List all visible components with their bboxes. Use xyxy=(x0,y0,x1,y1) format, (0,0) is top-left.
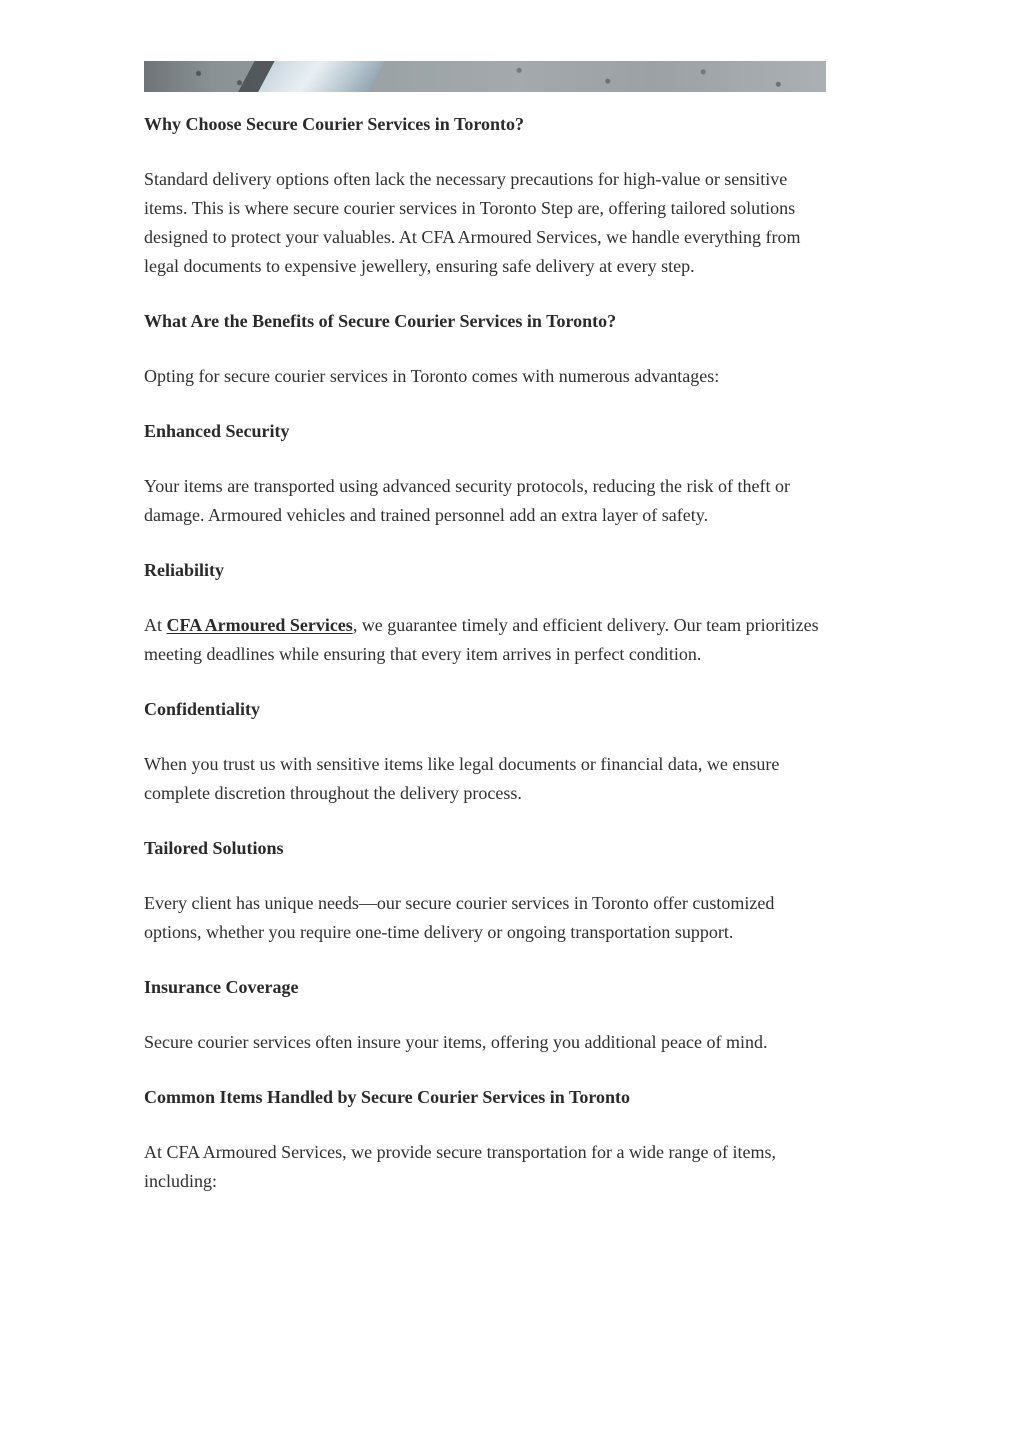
header-banner-image xyxy=(144,61,826,92)
reliability-text-after-link: , we guarantee timely and efficient delivery. Our team prioritizes meeting deadlines while ensuring that every item arrives in perfect condition. xyxy=(144,615,819,664)
paragraph-reliability xyxy=(144,611,834,669)
heading-why-choose: Why Choose Secure Courier Services in Toronto? xyxy=(144,114,525,134)
heading-reliability: Reliability xyxy=(144,560,224,580)
reliability-text-before-link: At xyxy=(144,615,167,635)
heading-enhanced-security: Enhanced Security xyxy=(144,421,290,441)
heading-common-items: Common Items Handled by Secure Courier Services in Toronto xyxy=(144,1087,631,1107)
paragraph-enhanced-security: Your items are transported using advanced security protocols, reducing the risk of theft or damage. Armoured vehicles and trained personnel add an extra layer of safety. xyxy=(144,476,791,525)
cfa-armoured-services-link[interactable]: CFA Armoured Services xyxy=(166,615,353,635)
paragraph-confidentiality: When you trust us with sensitive items like legal documents or financial data, we ensure complete discretion throughout the delivery process. xyxy=(144,754,780,803)
paragraph-why-choose: Standard delivery options often lack the necessary precautions for high-value or sensitive items. This is where secure courier services in Toronto Step are, offering tailored solutions designed to protect your valuables. At CFA Armoured Services, we handle everything from legal documents to expensive jewellery, ensuring safe delivery at every step. xyxy=(144,169,801,276)
paragraph-tailored-solutions: Every client has unique needs—our secure courier services in Toronto offer customized options, whether you require one-time delivery or ongoing transportation support. xyxy=(144,893,775,942)
heading-benefits: What Are the Benefits of Secure Courier Services in Toronto? xyxy=(144,311,617,331)
paragraph-insurance-coverage: Secure courier services often insure your items, offering you additional peace of mind. xyxy=(144,1032,768,1052)
paragraph-common-items: At CFA Armoured Services, we provide secure transportation for a wide range of items, including: xyxy=(144,1142,776,1191)
heading-confidentiality: Confidentiality xyxy=(144,699,261,719)
heading-insurance-coverage: Insurance Coverage xyxy=(144,977,299,997)
heading-tailored-solutions: Tailored Solutions xyxy=(144,838,284,858)
article-body xyxy=(144,110,834,1196)
paragraph-benefits: Opting for secure courier services in Toronto comes with numerous advantages: xyxy=(144,366,720,386)
